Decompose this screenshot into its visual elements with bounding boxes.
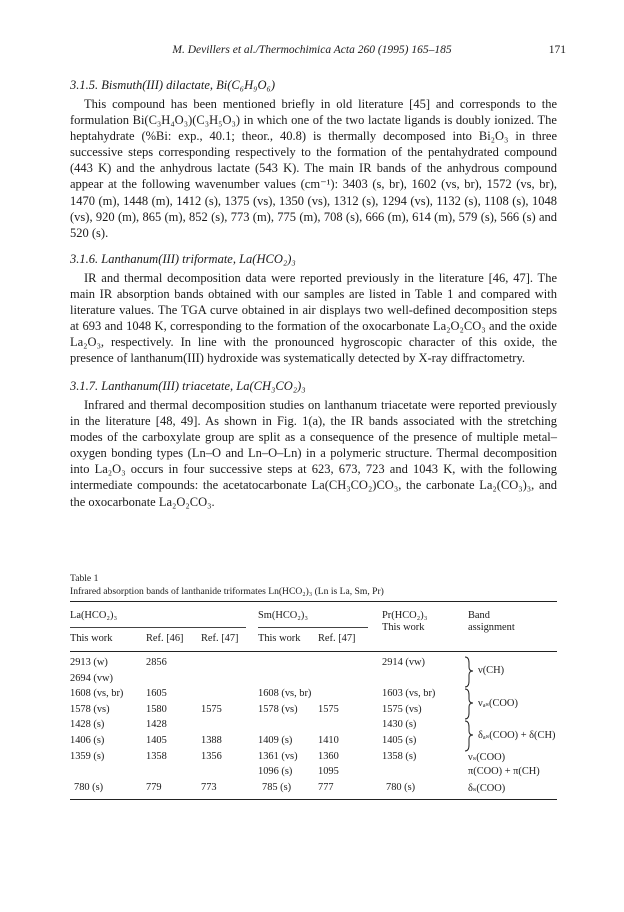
table-cell: 2914 (vw)	[382, 657, 425, 668]
brace-coo-as	[465, 689, 473, 719]
brace-ch	[465, 657, 473, 687]
table-cell: 1405 (s)	[382, 735, 417, 746]
brace-coo-ch	[465, 721, 473, 751]
table-caption: Infrared absorption bands of lanthanide triformates Ln(HCO₂)₃ (Ln is La, Sm, Pr)	[70, 586, 384, 597]
table-cell: 1428	[146, 719, 167, 730]
page-header	[0, 44, 624, 62]
table-cell: 1428 (s)	[70, 719, 105, 730]
table-cell: 1608 (vs, br)	[70, 688, 124, 699]
sub-header: Ref. [46]	[146, 633, 184, 644]
table-cell: 2856	[146, 657, 167, 668]
table-cell: 1575	[201, 704, 222, 715]
sm-group-rule	[258, 627, 368, 628]
table-cell: 779	[146, 782, 162, 793]
table-cell: 1578 (vs)	[258, 704, 298, 715]
col-group-band: Band	[468, 610, 490, 621]
table-cell: 773	[201, 782, 217, 793]
table-header-rule	[70, 651, 557, 652]
col-group-pr-sub: This work	[382, 622, 425, 633]
table-cell: 777	[318, 782, 334, 793]
table-cell: 1575	[318, 704, 339, 715]
col-group-pr: Pr(HCO₂)₃	[382, 610, 428, 621]
table-cell: 1405	[146, 735, 167, 746]
table-cell: 1578 (vs)	[70, 704, 110, 715]
section-heading-3-1-5: 3.1.5. Bismuth(III) dilactate, Bi(C₆H₉O₆)	[70, 78, 276, 92]
la-group-rule	[70, 627, 246, 628]
table-cell: 1575 (vs)	[382, 704, 422, 715]
table-cell: 1358	[146, 751, 167, 762]
table-cell: 1430 (s)	[382, 719, 417, 730]
table-cell: 1358 (s)	[382, 751, 417, 762]
table-cell: 780 (s)	[386, 782, 416, 793]
sub-header: Ref. [47]	[318, 633, 356, 644]
section-heading-3-1-6: 3.1.6. Lanthanum(III) triformate, La(HCO₂)₃	[70, 252, 296, 266]
sub-header: Ref. [47]	[201, 633, 239, 644]
table-cell: 2913 (w)	[70, 657, 108, 668]
col-group-la: La(HCO₂)₃	[70, 610, 118, 621]
col-group-sm: Sm(HCO₂)₃	[258, 610, 308, 621]
table-cell: 1603 (vs, br)	[382, 688, 436, 699]
table-cell: 1095	[318, 766, 339, 777]
assignment-delta-as-coo-ch: δₐₛ(COO) + δ(CH)	[478, 730, 556, 741]
table-cell: 1361 (vs)	[258, 751, 298, 762]
col-group-band-sub: assignment	[468, 622, 515, 633]
assignment-nu-s-coo: νₛ(COO)	[468, 752, 506, 763]
assignment-braces	[463, 655, 475, 765]
table-cell: 1605	[146, 688, 167, 699]
section-text-3-1-5: This compound has been mentioned briefly in old literature [45] and corresponds to the formulation Bi(C₃H₄O₃)(C₃H₅O₃) in which one of the two lactate ligands is doubly ionized. The heptahydrate (%Bi: exp., 40.1; theor., 40.8) is thermally decomposed into Bi₂O₃ in three successive steps corresponding respectively to the formation of the pentahydrated compound (443 K) and the anhydrous lactate (543 K). The main IR bands of the anhydrous compound appear at the following wavenumber values (cm⁻¹): 3403 (s, br), 1602 (vs, br), 1572 (vs, br), 1470 (m), 1448 (m), 1412 (s), 1375 (vs), 1350 (vs), 1312 (s), 1294 (vs), 1132 (s), 1108 (s), 1048 (vs), 920 (m), 865 (m), 852 (s), 773 (m), 775 (m), 708 (s), 666 (m), 614 (m), 579 (s), 566 (s) and 520 (s).	[70, 97, 557, 240]
table-cell: 1410	[318, 735, 339, 746]
sub-header: This work	[70, 633, 113, 644]
section-text-3-1-7: Infrared and thermal decomposition studies on lanthanum triacetate were reported previously in the literature [48, 49]. As shown in Fig. 1(a), the IR bands associated with the stretching modes of the carboxylate group are split as a consequence of the presence of multiple metal–oxygen bonding types (Ln–O and Ln–O–Ln) in a polymeric structure. Thermal decomposition into La₂O₃ occurs in four successive steps at 623, 673, 723 and 1043 K, with the following intermediate compounds: the acetatocarbonate La(CH₃CO₂)CO₃, the carbonate La₂(CO₃)₃, and the oxocarbonate La₂O₂CO₃.	[70, 398, 557, 509]
page-number: 171	[548, 44, 566, 56]
table-cell: 1359 (s)	[70, 751, 105, 762]
table-cell: 1360	[318, 751, 339, 762]
table-cell: 1406 (s)	[70, 735, 105, 746]
sub-header: This work	[258, 633, 301, 644]
assignment-delta-s-coo: δₛ(COO)	[468, 783, 506, 794]
assignment-nu-ch: ν(CH)	[478, 665, 505, 676]
running-title: M. Devillers et al./Thermochimica Acta 260 (1995) 165–185	[172, 44, 452, 56]
table-cell: 785 (s)	[262, 782, 292, 793]
table-cell: 780 (s)	[74, 782, 104, 793]
table-cell: 1409 (s)	[258, 735, 293, 746]
table-cell: 2694 (vw)	[70, 673, 113, 684]
table-cell: 1580	[146, 704, 167, 715]
assignment-nu-as-coo: νₐₛ(COO)	[478, 698, 518, 709]
table-top-rule	[70, 601, 557, 602]
table-bottom-rule	[70, 799, 557, 800]
table-cell: 1356	[201, 751, 222, 762]
section-heading-3-1-7: 3.1.7. Lanthanum(III) triacetate, La(CH₃CO₂)₃	[70, 379, 306, 393]
table-label: Table 1	[70, 573, 99, 584]
assignment-pi-coo-ch: π(COO) + π(CH)	[468, 766, 540, 777]
table-cell: 1608 (vs, br)	[258, 688, 312, 699]
table-cell: 1096 (s)	[258, 766, 293, 777]
section-text-3-1-6: IR and thermal decomposition data were reported previously in the literature [46, 47]. The main IR absorption bands obtained with our samples are listed in Table 1 and compared with literature values. The TGA curve obtained in air displays two well-defined decomposition steps at 693 and 1048 K, corresponding to the formation of the oxocarbonate La₂O₂CO₃ and the oxide La₂O₃, respectively. In line with the pronounced hygroscopic character of this oxide, the presence of lanthanum(III) hydroxide was systematically detected by X-ray diffractometry.	[70, 271, 557, 366]
table-cell: 1388	[201, 735, 222, 746]
